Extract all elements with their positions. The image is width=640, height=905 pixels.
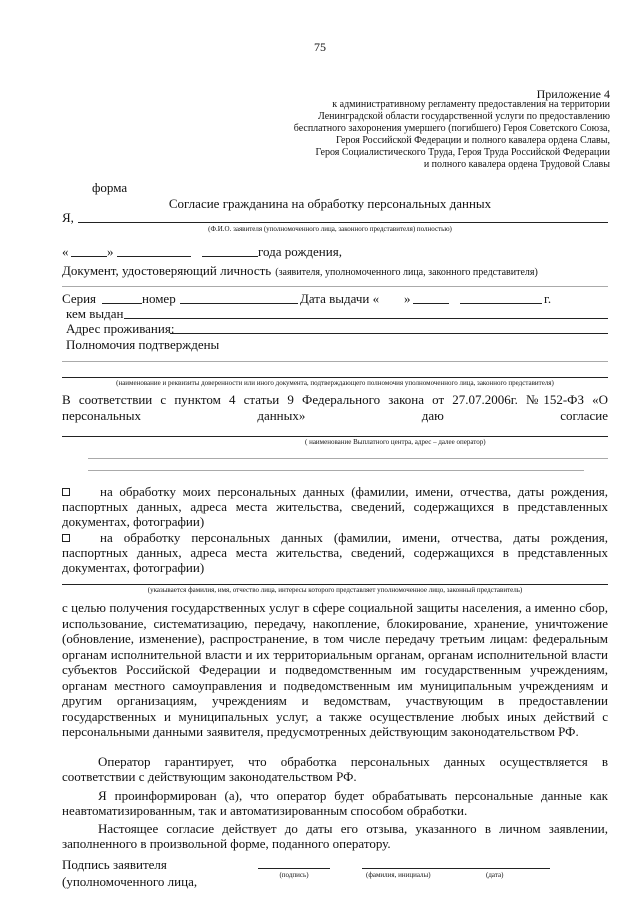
appendix-title: Приложение 4: [536, 87, 610, 101]
appendix-line: к административному регламенту предоставления на территории: [332, 99, 610, 110]
purpose-paragraph: с целью получения государственных услуг в сфере социальной защиты населения, а именно сбор, использование, систематизацию, передачу, накопление, блокирование, хранение, уничтожение (обновление, изменение), распространение, в том числе передачу третьим лицам: федеральным органам исполнительной власти и их территориальным органам, органам исполнительной власти субъектов Российской Федерации и подведомственным им государственным учреждениям, органам местного самоуправления и подведомственным им муниципальным учреждениям и другим организациям, учреждениям и ведомствам, участвующим в предоставлении государственных и муниципальных услуг, а также осуществление любых иных действий с персональными данными заявителя, предусмотренных действующим законодательством РФ.: [62, 600, 608, 739]
law-word: даю: [421, 408, 444, 423]
number-field[interactable]: [180, 303, 298, 304]
issued-by-field[interactable]: [124, 318, 608, 319]
powers-field-2[interactable]: [62, 377, 608, 378]
law-word: персональных: [62, 408, 141, 423]
doc-row: [62, 262, 538, 280]
checkbox-icon[interactable]: [62, 534, 70, 542]
validity-paragraph: Настоящее согласие действует до даты его отзыва, указанного в личном заявлении, заполненного в произвольной форме, поданного оператору.: [62, 821, 608, 851]
informed-paragraph: Я проинформирован (а), что оператор будет обрабатывать персональные данные как неавтоматизированным, так и автоматизированным способом обработки.: [62, 788, 608, 818]
date-hint: (дата): [486, 871, 504, 879]
signature-hint: (подпись): [279, 871, 309, 879]
signature-label-2: (уполномоченного лица,: [62, 874, 198, 889]
law-line-2: [62, 408, 608, 423]
appendix-line: Героя Социалистического Труда, Героя Труда Российской Федерации: [315, 147, 610, 158]
birth-open-quote: «: [62, 244, 69, 259]
appendix-line: бесплатного захоронения умершего (погибшего) Героя Советского Союза,: [293, 123, 610, 134]
appendix-line: Героя Российской Федерации и полного кавалера ордена Славы,: [336, 135, 610, 146]
issue-date-label: Дата выдачи «: [300, 291, 380, 306]
powers-hint: (наименование и реквизиты доверенности или иного документа, подтверждающего полномочия уполномоченного лица, законного представителя): [116, 379, 554, 387]
page-number: 75: [314, 40, 326, 54]
signature-field[interactable]: [258, 868, 330, 869]
birth-label: года рождения,: [258, 244, 342, 259]
series-field[interactable]: [102, 303, 142, 304]
guarantee-paragraph: Оператор гарантирует, что обработка персональных данных осуществляется в соответствии с действующим законодательством РФ.: [62, 754, 608, 784]
operator-field[interactable]: [62, 436, 608, 437]
form-title: Согласие гражданина на обработку персональных данных: [168, 196, 492, 211]
year-suffix: г.: [544, 291, 552, 306]
address-field[interactable]: [170, 333, 608, 334]
operator-field-2[interactable]: [88, 458, 608, 459]
birth-year-field[interactable]: [202, 256, 258, 257]
issue-year-field[interactable]: [460, 303, 542, 304]
doc-field[interactable]: [62, 286, 608, 287]
series-label: Серия: [62, 291, 97, 306]
appendix-line: Ленинградской области государственной услуги по предоставлению: [318, 111, 610, 122]
option-1[interactable]: [62, 484, 608, 529]
number-label: номер: [142, 291, 176, 306]
birth-month-field[interactable]: [117, 256, 191, 257]
doc-label: Документ, удостоверяющий личность: [62, 263, 272, 278]
address-label: Адрес проживания:: [66, 321, 175, 336]
birth-day-field[interactable]: [71, 256, 107, 257]
powers-field-1[interactable]: [62, 361, 608, 362]
issue-quote-close: »: [404, 291, 411, 306]
form-label: форма: [92, 180, 128, 195]
represented-hint: (указывается фамилия, имя, отчество лица, интересы которого представляет уполномоченное лицо, законный представитель): [147, 586, 523, 594]
fio-hint: (Ф.И.О. заявителя (уполномоченного лица, законного представителя) полностью): [208, 225, 452, 233]
issued-by-label: кем выдан: [66, 306, 124, 321]
operator-hint: ( наименование Выплатного центра, адрес – далее оператор): [305, 438, 486, 446]
powers-label: Полномочия подтверждены: [66, 337, 220, 352]
doc-hint: (заявителя, уполномоченного лица, законного представителя): [275, 267, 538, 278]
represented-field[interactable]: [62, 584, 608, 585]
name-field[interactable]: [362, 868, 476, 869]
checkbox-icon[interactable]: [62, 488, 70, 496]
birth-close-quote: »: [107, 244, 114, 259]
law-word: данных»: [257, 408, 306, 423]
appendix-lines: [280, 99, 610, 171]
issue-month-field[interactable]: [413, 303, 449, 304]
law-word: согласие: [560, 408, 608, 423]
date-field[interactable]: [476, 868, 550, 869]
operator-field-3[interactable]: [88, 470, 584, 471]
fio-field[interactable]: [78, 222, 608, 223]
option-text: на обработку моих персональных данных (фамилии, имени, отчества, даты рождения, паспортных данных, адреса места жительства, сведений, содержащихся в представленных документах, фотографии): [62, 484, 608, 529]
i-label: Я,: [62, 210, 74, 225]
appendix-line: и полного кавалера ордена Трудовой Славы: [423, 159, 610, 170]
option-2[interactable]: [62, 530, 608, 575]
signature-label: Подпись заявителя: [62, 857, 167, 872]
law-line-1: В соответствии с пунктом 4 статьи 9 Федерального закона от 27.07.2006г. №152-ФЗ «О: [62, 392, 608, 407]
option-text: на обработку персональных данных (фамилии, имени, отчества, даты рождения, паспортных данных, адреса места жительства, сведений, содержащихся в представленных документах, фотографии): [62, 530, 608, 575]
name-hint: (фамилия, инициалы): [366, 871, 431, 879]
